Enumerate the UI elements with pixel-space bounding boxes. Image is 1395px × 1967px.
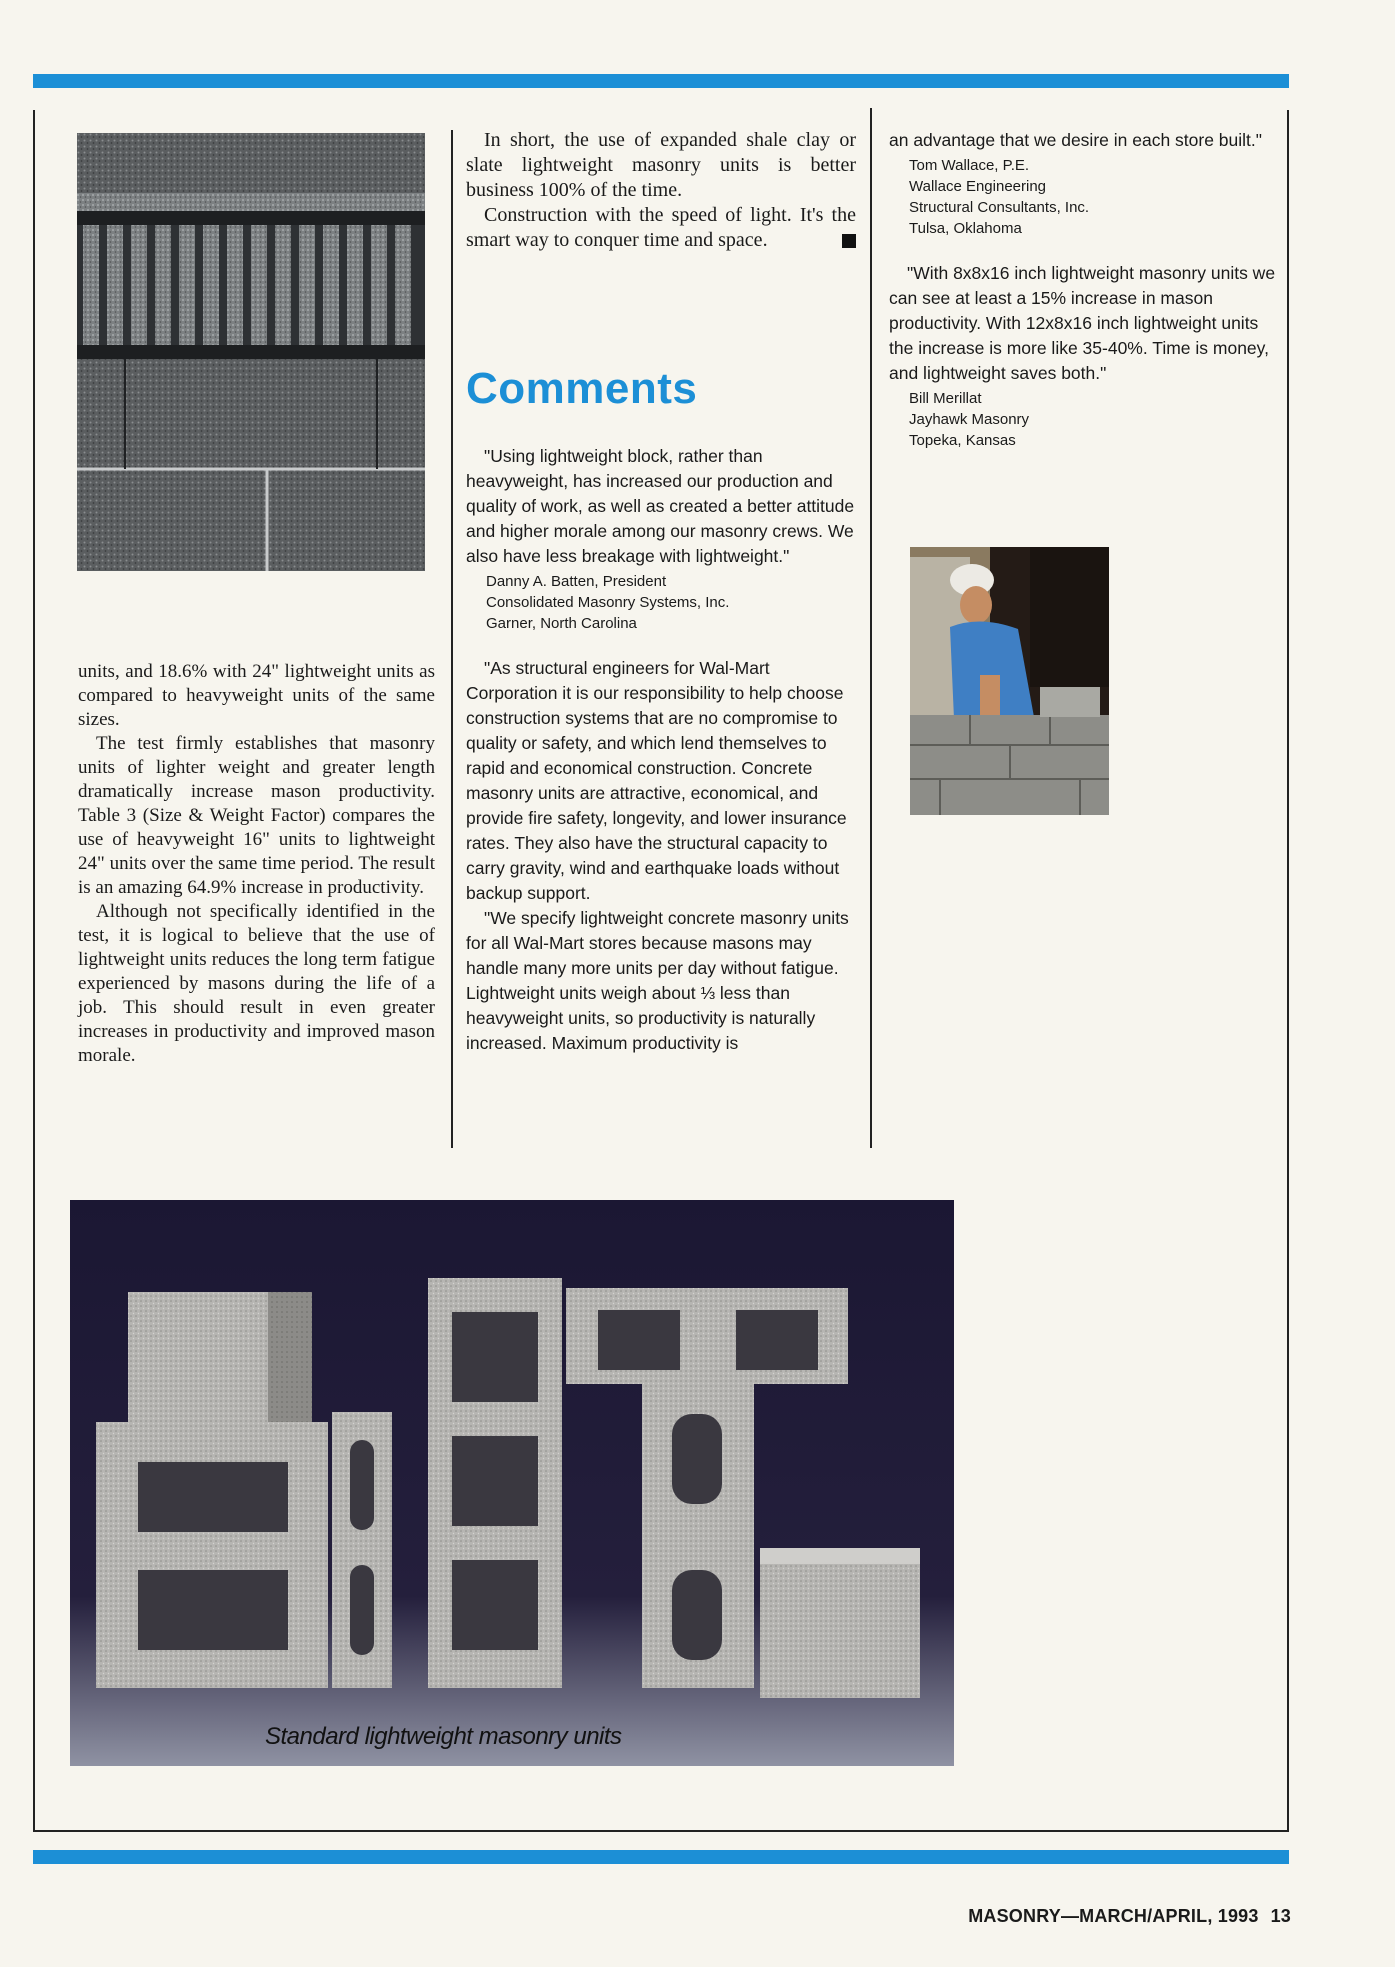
frame-left-rule [33,110,35,1832]
comment-2-company: Wallace Engineering [909,178,1047,195]
col1-paragraph-3: Although not specifically identified in the test, it is logical to believe that the use of lightweight units reduces the long term fatigue experienced by masons during the life of a job. This should result in even greater increases in productivity and improved mason morale. [78,901,435,1066]
mason-worker-photo [910,547,1109,815]
comment-1-quote: "Using lightweight block, rather than heavyweight, has increased our production and quality of work, as well as created a better attitude and higher morale among our masonry crews. We also have less breakage with lightweight." [466,446,855,566]
page-number: 13 [1270,1906,1291,1926]
frame-bottom-rule [33,1830,1289,1832]
comment-2-company-2: Structural Consultants, Inc. [909,199,1090,216]
col2-intro-paragraph-2: Construction with the speed of light. It's the smart way to conquer time and space. [466,204,856,251]
page-footer [968,1906,1291,1927]
masonry-units-photo [70,1200,954,1766]
comment-2-name: Tom Wallace, P.E. [909,157,1030,174]
comment-3-location: Topeka, Kansas [909,432,1016,449]
publication-line: MASONRY—MARCH/APRIL, 1993 [968,1906,1259,1926]
column-rule-1 [451,130,453,1148]
comment-1-attribution [466,571,856,634]
comment-1-location: Garner, North Carolina [486,615,637,632]
comments-heading: Comments [466,364,698,413]
comment-2-location: Tulsa, Oklahoma [909,220,1022,237]
comment-2-attribution [889,155,1279,239]
frame-right-rule [1287,110,1289,1832]
comment-3-quote: "With 8x8x16 inch lightweight masonry units we can see at least a 15% increase in mason productivity. With 12x8x16 inch lightweight units the increase is more like 35-40%. Time is money, and lightweight saves both." [889,263,1276,383]
top-blue-bar [33,74,1289,88]
comment-3-attribution [889,388,1279,451]
bottom-blue-bar [33,1850,1289,1864]
column-2-comments [466,444,856,1056]
comment-2-paragraph-1: "As structural engineers for Wal-Mart Corporation it is our responsibility to help choose construction systems that are no compromise to quality or safety, and which lend themselves to rapid and economical construction. Concrete masonry units are attractive, economical, and provide fire safety, longevity, and lower insurance rates. They also have the structural capacity to carry gravity, wind and earthquake loads without backup support. [466,658,847,903]
comment-2-paragraph-2: "We specify lightweight concrete masonry units for all Wal-Mart stores because masons may handle many more units per day without fatigue. Lightweight units weigh about ⅓ less than heavyweight units, so productivity is naturally increased. Maximum productivity is [466,908,849,1053]
comment-3-company: Jayhawk Masonry [909,411,1030,428]
column-3 [889,128,1279,451]
stone-wall-photo [77,133,425,571]
col2-intro-paragraph-1: In short, the use of expanded shale clay or slate lightweight masonry units is better business 100% of the time. [466,129,856,201]
comment-3-name: Bill Merillat [909,390,982,407]
photo-caption: Standard lightweight masonry units [265,1723,622,1750]
column-1 [78,660,435,1068]
col1-paragraph-1: units, and 18.6% with 24" lightweight units as compared to heavyweight units of the same sizes. [78,661,435,730]
comment-1-name: Danny A. Batten, President [486,573,667,590]
column-rule-2 [870,108,872,1148]
comment-1-company: Consolidated Masonry Systems, Inc. [486,594,730,611]
col1-paragraph-2: The test firmly establishes that masonry units of lighter weight and greater length dramatically increase mason productivity. Table 3 (Size & Weight Factor) compares the use of heavyweight 16" units to lightweight 24" units over the same time period. The result is an amazing 64.9% increase in productivity. [78,733,435,898]
comment-2-continuation: an advantage that we desire in each store built." [889,130,1262,150]
end-mark-icon [842,234,856,248]
column-2-intro [466,128,856,253]
